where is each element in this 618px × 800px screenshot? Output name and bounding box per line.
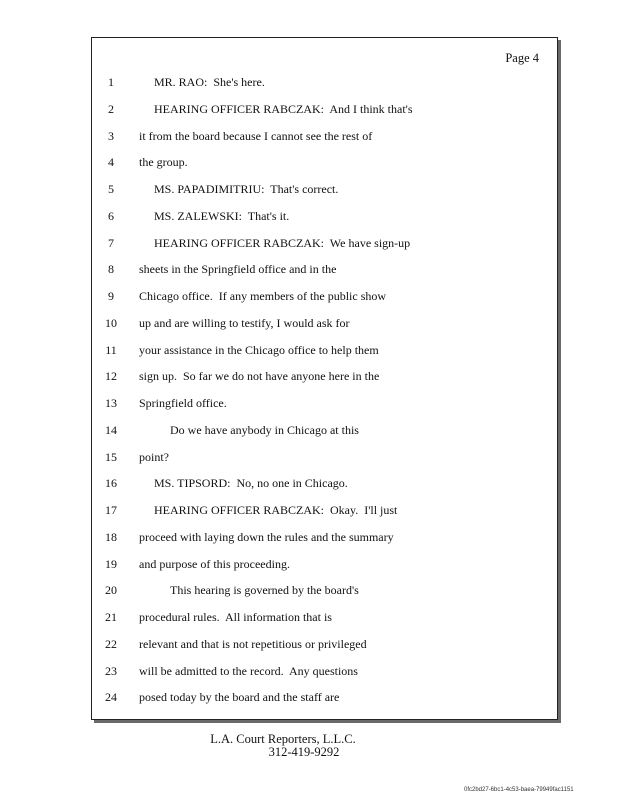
transcript-line: [92, 151, 557, 178]
line-number: 3: [108, 128, 114, 143]
line-number: 24: [105, 690, 117, 705]
line-number: 19: [105, 556, 117, 571]
line-number: 17: [105, 503, 117, 517]
line-text: and purpose of this proceeding.: [139, 556, 290, 571]
transcript-line: [92, 579, 557, 606]
line-text: it from the board because I cannot see the rest of: [139, 128, 373, 143]
line-text: HEARING OFFICER RABCZAK: Okay. I'll just: [154, 503, 398, 517]
line-text: sign up. So far we do not have anyone here in the: [139, 369, 380, 384]
line-number: 1: [108, 75, 114, 89]
line-text: Chicago office. If any members of the public show: [139, 289, 387, 303]
line-text: Do we have anybody in Chicago at this: [170, 422, 359, 437]
court-reporter-phone: 312-419-9292: [268, 745, 340, 759]
line-number: 22: [105, 636, 117, 651]
line-number: 8: [108, 262, 114, 277]
line-text: MS. PAPADIMITRIU: That's correct.: [154, 182, 339, 196]
line-text: HEARING OFFICER RABCZAK: We have sign-up: [154, 235, 411, 250]
line-text: Springfield office.: [139, 396, 227, 410]
line-number: 11: [105, 342, 117, 357]
line-number: 18: [105, 529, 117, 544]
line-number: 13: [105, 396, 117, 410]
transcript-line: [92, 472, 557, 499]
transcript-line: [92, 339, 557, 366]
transcript-line: [92, 205, 557, 232]
line-text: relevant and that is not repetitious or privileged: [139, 636, 367, 651]
transcript-line: [92, 553, 557, 580]
line-number: 21: [105, 610, 117, 624]
line-number: 10: [105, 315, 117, 330]
line-number: 15: [105, 449, 117, 464]
line-text: the group.: [139, 155, 188, 170]
transcript-line: [92, 258, 557, 285]
transcript-line: [92, 232, 557, 259]
document-id: 0fc2bd27-6bc1-4c53-baea-79949fac1151: [464, 787, 574, 793]
transcript-line: [92, 499, 557, 526]
line-text: will be admitted to the record. Any questions: [139, 663, 358, 678]
footer: [0, 733, 618, 759]
line-number: 23: [105, 663, 117, 678]
line-text: HEARING OFFICER RABCZAK: And I think that's: [154, 101, 413, 116]
page-number: Page 4: [505, 51, 539, 65]
line-number: 9: [108, 289, 114, 303]
line-text: proceed with laying down the rules and the summary: [139, 529, 394, 544]
line-text: This hearing is governed by the board's: [170, 583, 359, 598]
line-text: posed today by the board and the staff are: [139, 690, 340, 705]
line-number: 4: [108, 155, 114, 170]
transcript-line: [92, 125, 557, 152]
transcript-line: [92, 365, 557, 392]
line-text: MS. ZALEWSKI: That's it.: [154, 208, 290, 223]
line-text: up and are willing to testify, I would ask for: [139, 315, 350, 330]
transcript-line: [92, 606, 557, 633]
transcript-line: [92, 285, 557, 312]
line-number: 5: [108, 182, 114, 196]
line-number: 14: [105, 422, 117, 437]
transcript-page: [91, 37, 558, 720]
transcript-line: [92, 98, 557, 125]
line-number: 7: [108, 235, 114, 250]
line-number: 16: [105, 476, 117, 491]
line-text: MS. TIPSORD: No, no one in Chicago.: [154, 476, 348, 491]
transcript-lines: [92, 71, 557, 713]
transcript-line: [92, 71, 557, 98]
transcript-line: [92, 526, 557, 553]
line-text: sheets in the Springfield office and in the: [139, 262, 337, 277]
line-number: 6: [108, 208, 114, 223]
transcript-line: [92, 686, 557, 713]
transcript-line: [92, 392, 557, 419]
transcript-line: [92, 633, 557, 660]
line-text: your assistance in the Chicago office to help them: [139, 342, 379, 357]
transcript-line: [92, 178, 557, 205]
transcript-line: [92, 312, 557, 339]
line-number: 12: [105, 369, 117, 384]
line-text: point?: [139, 449, 169, 464]
transcript-line: [92, 446, 557, 473]
line-text: MR. RAO: She's here.: [154, 75, 265, 89]
transcript-line: [92, 419, 557, 446]
court-reporter-name: L.A. Court Reporters, L.L.C.: [210, 732, 356, 746]
transcript-line: [92, 660, 557, 687]
line-text: procedural rules. All information that is: [139, 610, 332, 624]
line-number: 20: [105, 583, 117, 598]
line-number: 2: [108, 101, 114, 116]
